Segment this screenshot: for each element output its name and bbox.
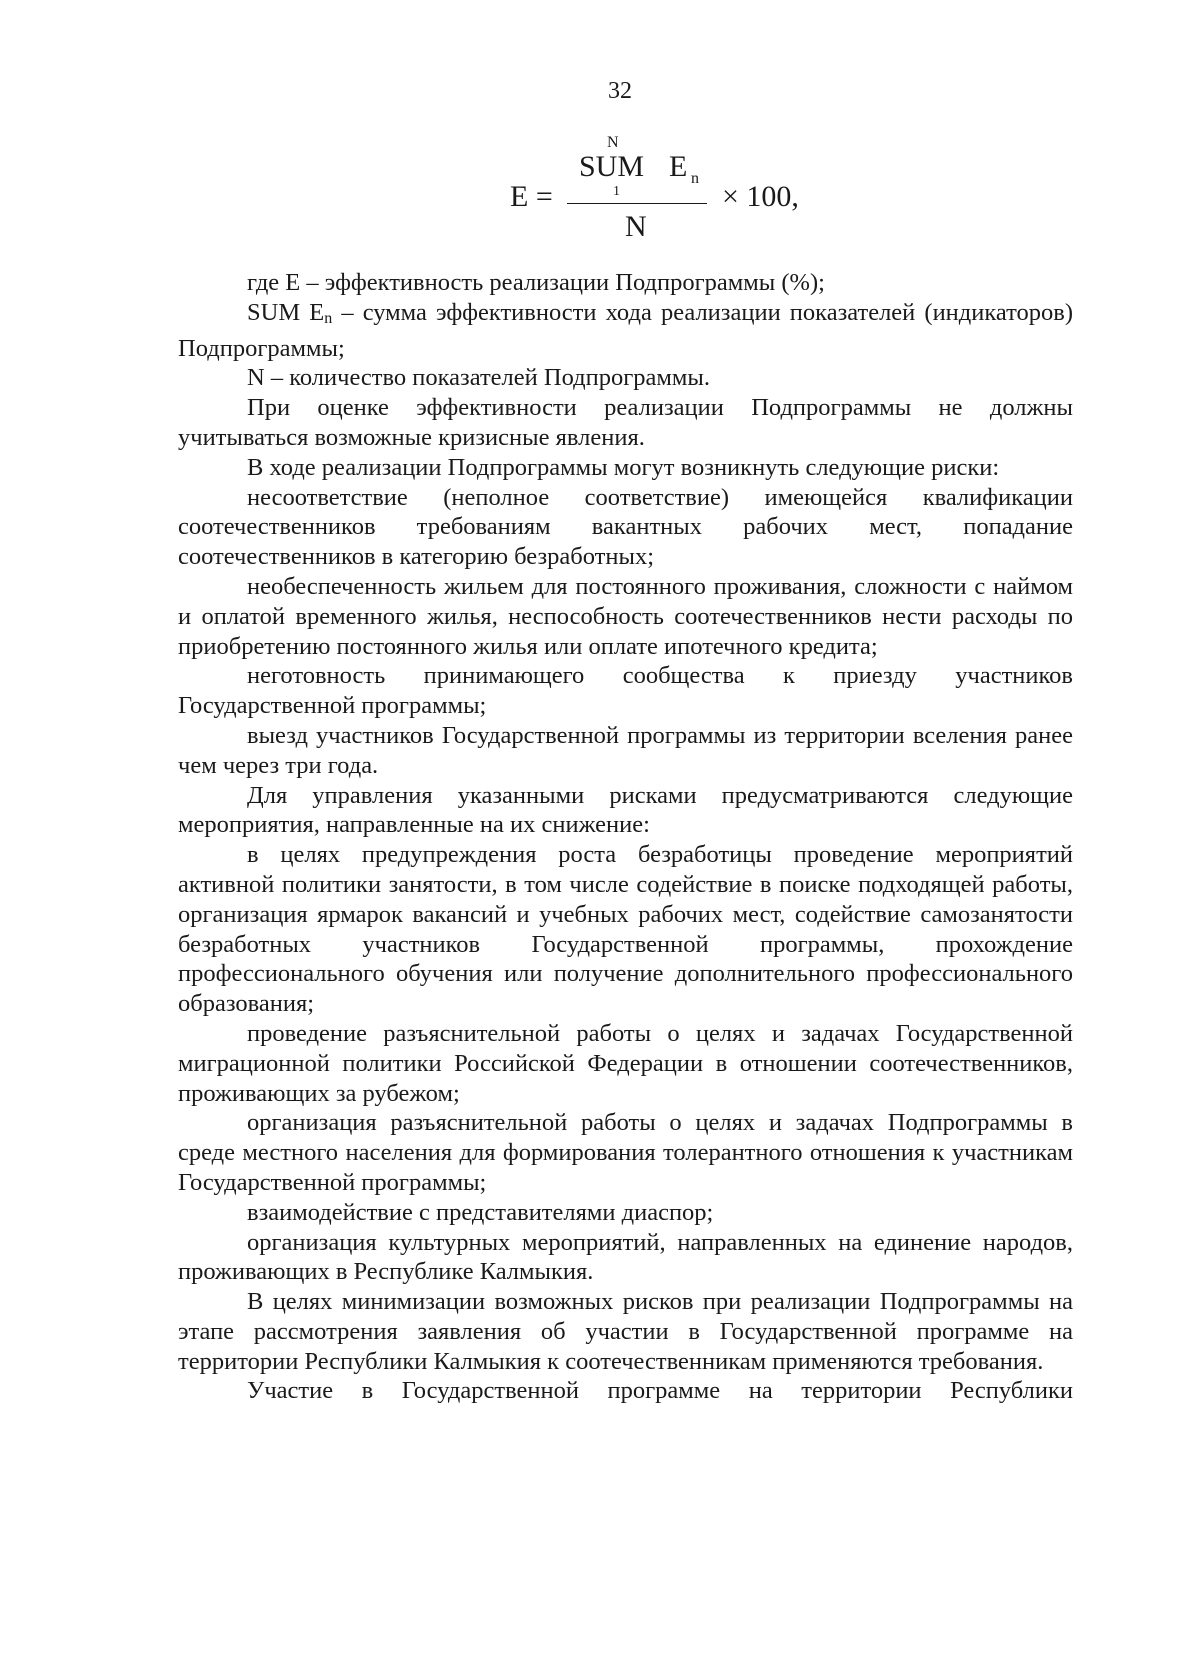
efficiency-formula <box>500 130 830 250</box>
paragraph: необеспеченность жильем для постоянного проживания, сложности с наймом и оплатой временного жилья, неспособность соотечественников нести расходы по приобретению постоянного жилья или оплате ипотечного кредита; <box>178 572 1073 660</box>
formula-sum: SUM <box>579 150 645 183</box>
paragraph: проведение разъяснительной работы о целях и задачах Государственной миграционной политики Российской Федерации в отношении соотечественников, проживающих за рубежом; <box>178 1019 1073 1107</box>
page-number: 32 <box>608 78 632 104</box>
paragraph: В целях минимизации возможных рисков при реализации Подпрограммы на этапе рассмотрения заявления об участии в Государственной программе на территории Республики Калмыкия к соотечественникам применяются требования. <box>178 1288 1073 1375</box>
paragraph: несоответствие (неполное соответствие) имеющейся квалификации соотечественников требованиям вакантных рабочих мест, попадание соотечественников в категорию безработных; <box>178 483 1073 571</box>
formula-lower-limit: 1 <box>613 184 620 199</box>
paragraph: N – количество показателей Подпрограммы. <box>247 364 710 392</box>
sum-term-definition: – сумма эффективности хода реализации показателей (индикаторов) Подпрограммы; <box>178 298 1073 362</box>
formula-multiplier: × 100, <box>722 180 799 213</box>
formula-fraction <box>567 130 707 250</box>
paragraph: в целях предупреждения роста безработицы проведение мероприятий активной политики занятости, в том числе содействие в поиске подходящей работы, организация ярмарок вакансий и учебных рабочих мест, содействие самозанятости безработных участников Государственной программы, прохождение профессионального обучения или получение дополнительного профессионального образования; <box>178 841 1073 1018</box>
formula-term: E <box>669 150 688 183</box>
sum-term: SUM E <box>247 298 325 326</box>
sum-term-subscript: n <box>324 309 333 327</box>
fraction-bar <box>567 203 707 204</box>
paragraph <box>178 298 1073 364</box>
paragraph: При оценке эффективности реализации Подпрограммы не должны учитываться возможные кризисные явления. <box>178 394 1073 451</box>
paragraph: организация культурных мероприятий, направленных на единение народов, проживающих в Республике Калмыкия. <box>178 1228 1073 1286</box>
paragraph: В ходе реализации Подпрограммы могут возникнуть следующие риски: <box>247 453 1000 481</box>
document-body <box>178 268 1073 1406</box>
paragraph: организация разъяснительной работы о целях и задачах Подпрограммы в среде местного населения для формирования толерантного отношения к участникам Государственной программы; <box>178 1109 1073 1196</box>
paragraph: неготовность принимающего сообщества к приезду участников Государственной программы; <box>178 662 1073 720</box>
paragraph: взаимодействие с представителями диаспор; <box>247 1198 714 1226</box>
formula-term-subscript: n <box>691 170 699 187</box>
paragraph: выезд участников Государственной программы из территории вселения ранее чем через три года. <box>178 721 1073 779</box>
paragraph: Для управления указанными рисками предусматриваются следующие мероприятия, направленные на их снижение: <box>178 781 1073 839</box>
paragraph: Участие в Государственной программе на территории Республики <box>247 1377 1073 1405</box>
formula-lhs: E = <box>510 180 553 213</box>
paragraph: где Е – эффективность реализации Подпрограммы (%); <box>247 269 825 296</box>
formula-upper-limit: N <box>607 134 619 151</box>
formula-denominator: N <box>625 210 647 243</box>
